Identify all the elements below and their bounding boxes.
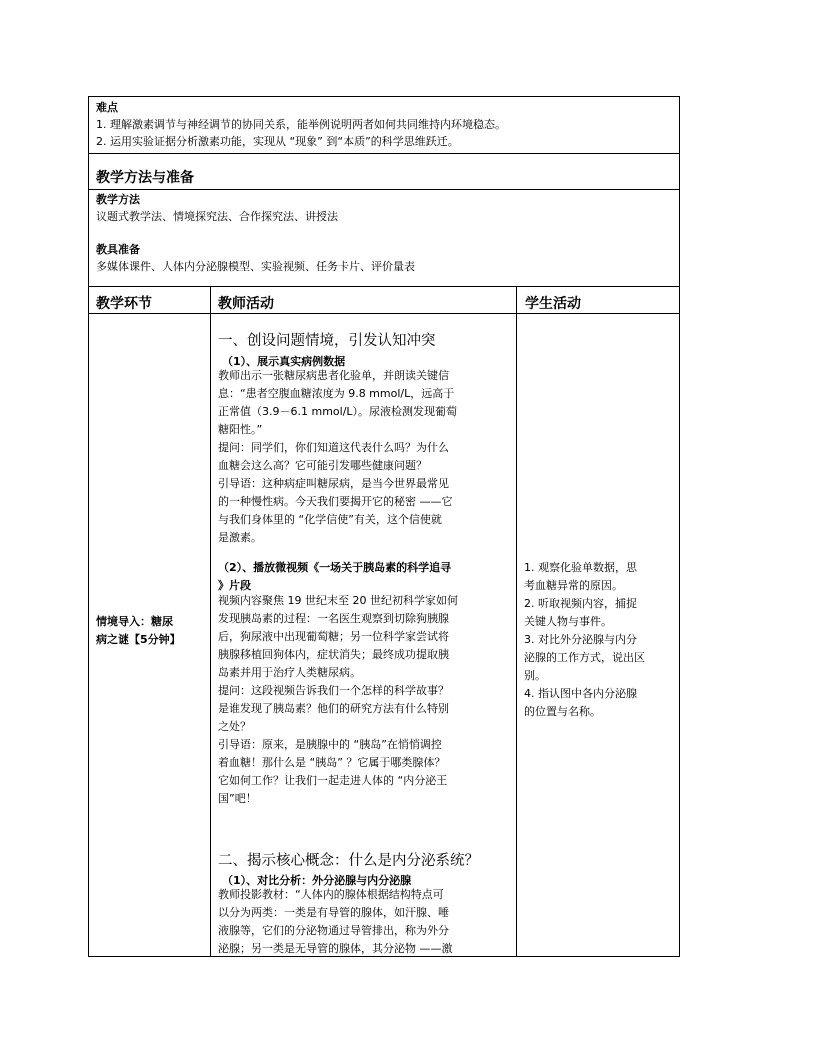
column-header-student: 学生活动 <box>525 296 581 312</box>
text-line: 别。 <box>524 669 546 682</box>
divider <box>89 313 679 314</box>
text-line: 正常值（3.9－6.1 mmol/L）。尿液检测发现葡萄 <box>218 405 458 418</box>
text-line: 泌腺；另一类是无导管的腺体，其分泌物 ——激 <box>218 942 453 955</box>
text-line: 的位置与名称。 <box>524 705 601 718</box>
divider <box>89 189 679 190</box>
method-heading: 教学方法 <box>96 193 140 206</box>
lesson-plan-table <box>88 96 680 957</box>
part1-paragraph-2 <box>218 592 458 808</box>
text-line: 胰腺移植回狗体内，症状消失；最终成功提取胰 <box>218 648 449 661</box>
part2-title: 二、揭示核心概念：什么是内分泌系统？ <box>218 853 479 869</box>
text-line: 是谁发现了胰岛素？他们的研究方法有什么特别 <box>218 702 449 715</box>
text-line: 的一种慢性病。今天我们要揭开它的秘密 ——它 <box>218 495 453 508</box>
methods-section-title: 教学方法与准备 <box>96 170 194 186</box>
tools-heading: 教具准备 <box>96 243 140 256</box>
method-text: 议题式教学法、情境探究法、合作探究法、讲授法 <box>96 210 338 223</box>
stage-cell <box>96 613 181 649</box>
text-line: 是激素。 <box>218 531 262 544</box>
tools-text: 多媒体课件、人体内分泌腺模型、实验视频、任务卡片、评价量表 <box>96 260 415 273</box>
text-line: 教师出示一张糖尿病患者化验单，并朗读关键信 <box>218 369 449 382</box>
text-line: 糖阳性。” <box>218 423 263 436</box>
text-line: 与我们身体里的 “化学信使”有关，这个信使就 <box>218 513 442 526</box>
text-line: 》片段 <box>218 579 251 592</box>
difficulty-heading: 难点 <box>96 101 118 114</box>
text-line: 引导语：这种病症叫糖尿病，是当今世界最常见 <box>218 477 449 490</box>
text-line: 它如何工作？让我们一起走进人体的 “内分泌王 <box>218 774 448 787</box>
stage-line: 情境导入：糖尿 <box>96 615 173 628</box>
text-line: 1. 观察化验单数据，思 <box>524 561 637 574</box>
divider <box>89 286 679 287</box>
text-line: 国”吧！ <box>218 792 257 805</box>
text-line: 后，狗尿液中出现葡萄糖；另一位科学家尝试将 <box>218 630 449 643</box>
part1-subheading-2 <box>218 559 451 595</box>
text-line: 考血糖异常的原因。 <box>524 579 623 592</box>
text-line: 提问：这段视频告诉我们一个怎样的科学故事？ <box>218 684 449 697</box>
text-line: 视频内容聚焦 19 世纪末至 20 世纪初科学家如何 <box>218 594 458 607</box>
text-line: 发现胰岛素的过程：一名医生观察到切除狗胰腺 <box>218 612 449 625</box>
text-line: 之处？ <box>218 720 251 733</box>
text-line: 息：“患者空腹血糖浓度为 9.8 mmol/L，远高于 <box>218 387 455 400</box>
part1-title: 一、创设问题情境，引发认知冲突 <box>218 333 436 349</box>
text-line: （2）、播放微视频《一场关于胰岛素的科学追寻 <box>218 561 452 574</box>
text-line: 液腺等，它们的分泌物通过导管排出，称为外分 <box>218 924 449 937</box>
column-header-teacher: 教师活动 <box>218 296 274 312</box>
part1-subheading-1: （1）、展示真实病例数据 <box>222 355 346 368</box>
text-line: 关键人物与事件。 <box>524 615 612 628</box>
student-activity-cell <box>524 559 645 721</box>
difficulty-item-1: 1. 理解激素调节与神经调节的协同关系，能举例说明两者如何共同维持内环境稳态。 <box>96 118 506 131</box>
text-line: 着血糖！那什么是 “胰岛” ？它属于哪类腺体？ <box>218 756 446 769</box>
text-line: 提问：同学们，你们知道这代表什么吗？为什么 <box>218 441 449 454</box>
part2-paragraph-1 <box>218 886 453 958</box>
text-line: 2. 听取视频内容，捕捉 <box>524 597 637 610</box>
text-line: 以分为两类：一类是有导管的腺体，如汗腺、唾 <box>218 906 449 919</box>
difficulty-item-2: 2. 运用实验证据分析激素功能，实现从 “现象” 到“本质”的科学思维跃迁。 <box>96 135 459 148</box>
column-divider <box>210 286 211 956</box>
column-divider <box>516 286 517 956</box>
stage-line: 病之谜【5分钟】 <box>96 633 181 646</box>
text-line: 血糖会这么高？它可能引发哪些健康问题？ <box>218 459 427 472</box>
text-line: 岛素并用于治疗人类糖尿病。 <box>218 666 361 679</box>
part2-subheading-1: （1）、对比分析：外分泌腺与内分泌腺 <box>222 874 412 887</box>
text-line: 4. 指认图中各内分泌腺 <box>524 687 637 700</box>
text-line: 3. 对比外分泌腺与内分 <box>524 633 637 646</box>
divider <box>89 153 679 154</box>
text-line: 泌腺的工作方式，说出区 <box>524 651 645 664</box>
part1-paragraph-1 <box>218 367 457 547</box>
column-header-stage: 教学环节 <box>96 296 152 312</box>
text-line: 引导语：原来，是胰腺中的 “胰岛”在悄悄调控 <box>218 738 442 751</box>
text-line: 教师投影教材：“人体内的腺体根据结构特点可 <box>218 888 444 901</box>
